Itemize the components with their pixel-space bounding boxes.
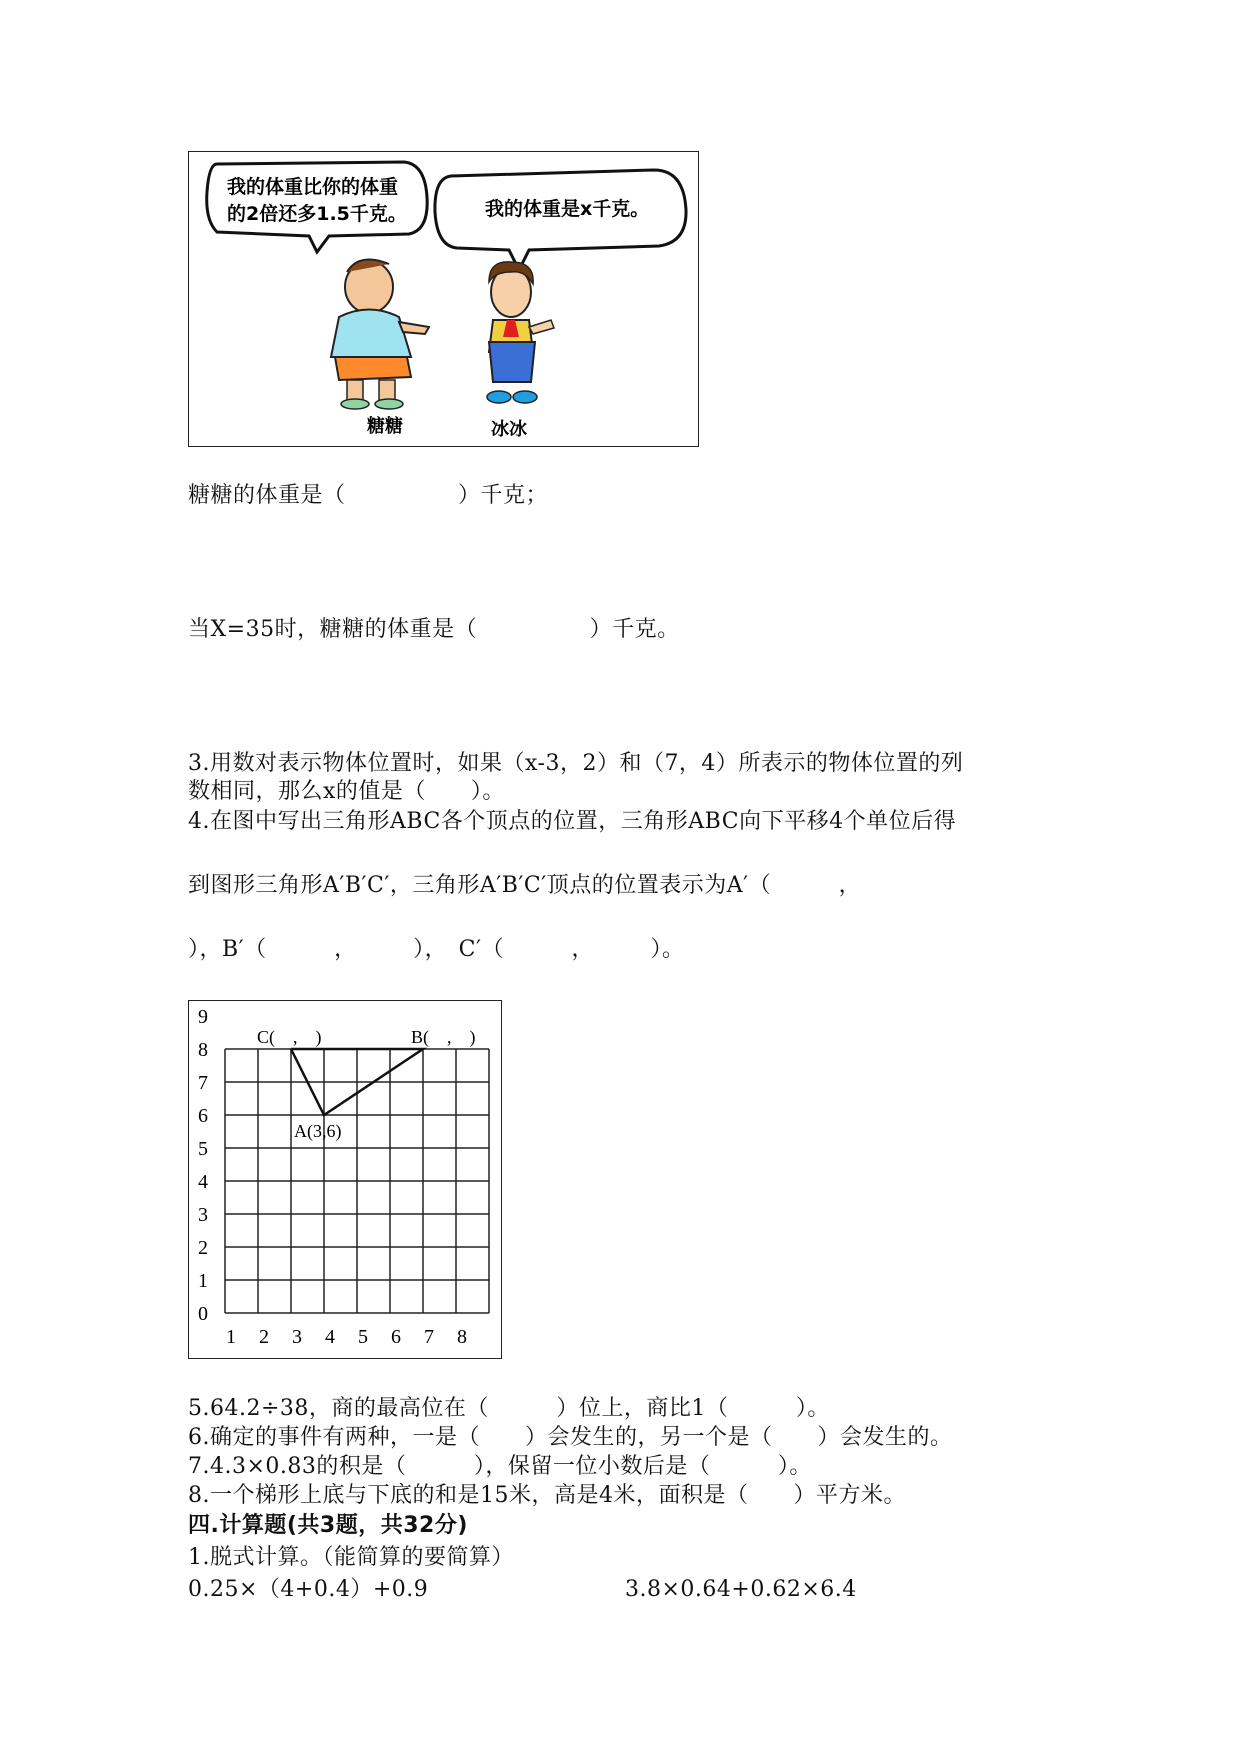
- q3-line2: 数相同，那么x的值是（ ）。: [188, 779, 505, 804]
- x-tick-label: 6: [391, 1326, 401, 1348]
- section4-q1: 1.脱式计算。（能简算的要简算）: [188, 1545, 514, 1570]
- coordinate-grid: [188, 1000, 502, 1359]
- speech-left-line1: 我的体重比你的体重: [227, 176, 399, 198]
- y-tick-label: 4: [198, 1171, 208, 1193]
- q5-text: 5.64.2÷38，商的最高位在（ ）位上，商比1（ ）。: [188, 1396, 830, 1421]
- x-tick-label: 8: [457, 1326, 467, 1348]
- y-tick-label: 7: [198, 1072, 208, 1094]
- x-tick-label: 3: [292, 1326, 302, 1348]
- y-tick-label: 1: [198, 1270, 208, 1292]
- q4-line3: ），B′（ ， ）， C′（ ， ）。: [188, 937, 685, 962]
- speech-right-text: 我的体重是x千克。: [485, 198, 650, 220]
- boy-bingbing: [487, 262, 554, 403]
- q4-line2: 到图形三角形A′B′C′，三角形A′B′C′顶点的位置表示为A′（ ，: [188, 873, 862, 898]
- cartoon-image: [188, 151, 699, 447]
- y-tick-label: 0: [198, 1303, 208, 1325]
- y-tick-label: 5: [198, 1138, 208, 1160]
- y-tick-label: 8: [198, 1039, 208, 1061]
- q4-line1: 4.在图中写出三角形ABC各个顶点的位置，三角形ABC向下平移4个单位后得: [188, 809, 957, 834]
- speech-left-line2: 的2倍还多1.5千克。: [227, 203, 407, 225]
- x-tick-label: 4: [325, 1326, 335, 1348]
- y-tick-label: 6: [198, 1105, 208, 1127]
- x-tick-label: 1: [226, 1326, 236, 1348]
- cartoon-illustration: [189, 152, 697, 445]
- speech-bubble-right: [435, 170, 686, 270]
- q8-text: 8.一个梯形上底与下底的和是15米，高是4米，面积是（ ）平方米。: [188, 1483, 906, 1508]
- label-c: C( , ): [257, 1027, 322, 1047]
- name-tangtang: 糖糖: [367, 416, 403, 437]
- q6-text: 6.确定的事件有两种，一是（ ）会发生的，另一个是（ ）会发生的。: [188, 1425, 953, 1450]
- q7-text: 7.4.3×0.83的积是（ ），保留一位小数后是（ ）。: [188, 1454, 812, 1479]
- x-tick-label: 7: [424, 1326, 434, 1348]
- y-tick-label: 2: [198, 1237, 208, 1259]
- x-tick-label: 5: [358, 1326, 368, 1348]
- section4-title: 四.计算题(共3题，共32分): [188, 1513, 468, 1538]
- x-tick-label: 2: [259, 1326, 269, 1348]
- label-b: B( , ): [411, 1027, 476, 1047]
- expr-left: 0.25×（4+0.4）+0.9: [188, 1577, 429, 1602]
- boy-tangtang: [331, 260, 429, 410]
- label-a: A(3,6): [294, 1121, 342, 1141]
- y-tick-label: 9: [198, 1006, 208, 1028]
- y-tick-label: 3: [198, 1204, 208, 1226]
- q2-line-b: 当X=35时，糖糖的体重是（ ）千克。: [188, 617, 680, 642]
- name-bingbing: 冰冰: [491, 419, 527, 440]
- grid-figure: [189, 1001, 500, 1357]
- q3-line1: 3.用数对表示物体位置时，如果（x-3，2）和（7，4）所表示的物体位置的列: [188, 751, 964, 776]
- q2-line-a: 糖糖的体重是（ ）千克；: [188, 483, 549, 508]
- expr-right: 3.8×0.64+0.62×6.4: [625, 1577, 857, 1602]
